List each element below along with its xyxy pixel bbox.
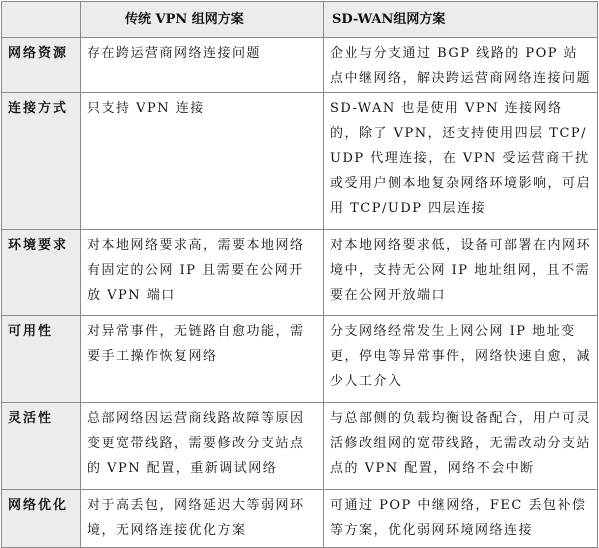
header-traditional-vpn: 传统 VPN 组网方案: [81, 2, 324, 38]
table-header-row: [2, 2, 598, 38]
table-row: [2, 316, 598, 403]
row-label: 连接方式: [2, 93, 81, 230]
row-label: 环境要求: [2, 230, 81, 316]
table-row: [2, 403, 598, 490]
table-row: [2, 230, 598, 316]
row-label: 网络优化: [2, 490, 81, 548]
header-corner-cell: [2, 2, 81, 38]
sdwan-cell: 对本地网络要求低，设备可部署在内网环境中，支持无公网 IP 地址组网，且不需要在公网开放端口: [324, 230, 598, 316]
sdwan-cell: SD-WAN 也是使用 VPN 连接网络的，除了 VPN，还支持使用四层 TCP/UDP 代理连接，在 VPN 受运营商干扰或受用户侧本地复杂网络环境影响，可启用 TCP/UDP 四层连接: [324, 93, 598, 230]
traditional-cell: 对于高丢包，网络延迟大等弱网环境，无网络连接优化方案: [81, 490, 324, 548]
table-row: [2, 93, 598, 230]
sdwan-cell: 可通过 POP 中继网络，FEC 丢包补偿等方案，优化弱网环境网络连接: [324, 490, 598, 548]
sdwan-cell: 企业与分支通过 BGP 线路的 POP 站点中继网络，解决跨运营商网络连接问题: [324, 38, 598, 93]
table-row: [2, 490, 598, 548]
traditional-cell: 存在跨运营商网络连接问题: [81, 38, 324, 93]
traditional-cell: 只支持 VPN 连接: [81, 93, 324, 230]
traditional-cell: 总部网络因运营商线路故障等原因变更宽带线路，需要修改分支站点的 VPN 配置，重新调试网络: [81, 403, 324, 490]
comparison-table: [1, 1, 598, 548]
row-label: 灵活性: [2, 403, 81, 490]
header-sdwan: SD-WAN组网方案: [324, 2, 598, 38]
traditional-cell: 对异常事件，无链路自愈功能，需要手工操作恢复网络: [81, 316, 324, 403]
sdwan-cell: 与总部侧的负载均衡设备配合，用户可灵活修改组网的宽带线路，无需改动分支站点的 VPN 配置，网络不会中断: [324, 403, 598, 490]
traditional-cell: 对本地网络要求高，需要本地网络有固定的公网 IP 且需要在公网开放 VPN 端口: [81, 230, 324, 316]
row-label: 可用性: [2, 316, 81, 403]
table-row: [2, 38, 598, 93]
sdwan-cell: 分支网络经常发生上网公网 IP 地址变更，停电等异常事件，网络快速自愈，减少人工介入: [324, 316, 598, 403]
row-label: 网络资源: [2, 38, 81, 93]
